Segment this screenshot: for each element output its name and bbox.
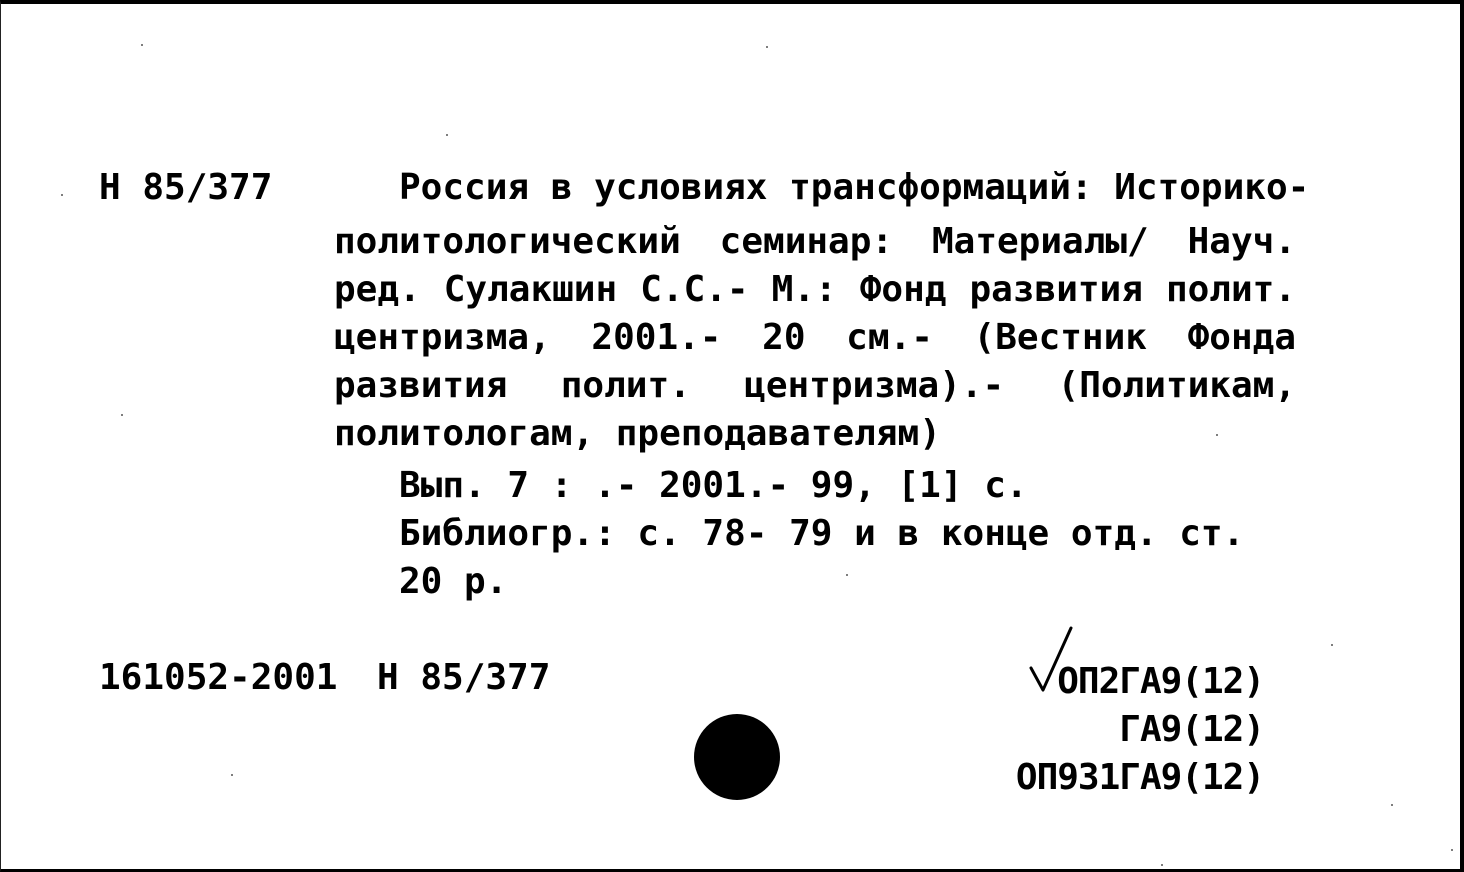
title-line-2: политологический семинар: Материалы/ Науч. <box>334 221 1296 262</box>
punch-hole <box>694 714 780 800</box>
scan-speck <box>446 134 448 136</box>
scan-speck <box>61 194 63 196</box>
scan-speck <box>141 44 143 46</box>
location-code-1: ОП2ГА9(12) <box>1057 661 1264 702</box>
shelfmark-top: Н 85/377 <box>99 167 273 208</box>
scan-speck <box>1216 434 1218 436</box>
scan-speck <box>1451 849 1453 851</box>
scan-speck <box>121 414 123 416</box>
scan-speck <box>231 774 233 776</box>
scan-speck <box>1331 644 1333 646</box>
location-code-2: ГА9(12) <box>1119 709 1264 750</box>
title-line-6: политологам, преподавателям) <box>334 413 941 454</box>
scan-speck <box>1391 804 1393 806</box>
scan-speck <box>846 574 848 576</box>
inventory-number: 161052-2001 <box>99 657 338 698</box>
title-line-4: центризма, 2001.- 20 см.- (Вестник Фонда <box>334 317 1296 358</box>
price-line: 20 р. <box>399 561 508 602</box>
issue-line: Вып. 7 : .- 2001.- 99, [1] с. <box>399 465 1028 506</box>
title-line-3: ред. Сулакшин С.С.- М.: Фонд развития полит. <box>334 269 1296 310</box>
location-code-3: ОП931ГА9(12) <box>1015 757 1264 798</box>
shelfmark-bottom: Н 85/377 <box>377 657 551 698</box>
scan-speck <box>1161 864 1163 866</box>
title-line-1: Россия в условиях трансформаций: Историко- <box>399 167 1310 208</box>
scan-speck <box>766 46 768 48</box>
bibliography-line: Библиогр.: с. 78- 79 и в конце отд. ст. <box>399 513 1245 554</box>
title-line-5: развития полит. центризма).- (Политикам, <box>334 365 1296 406</box>
